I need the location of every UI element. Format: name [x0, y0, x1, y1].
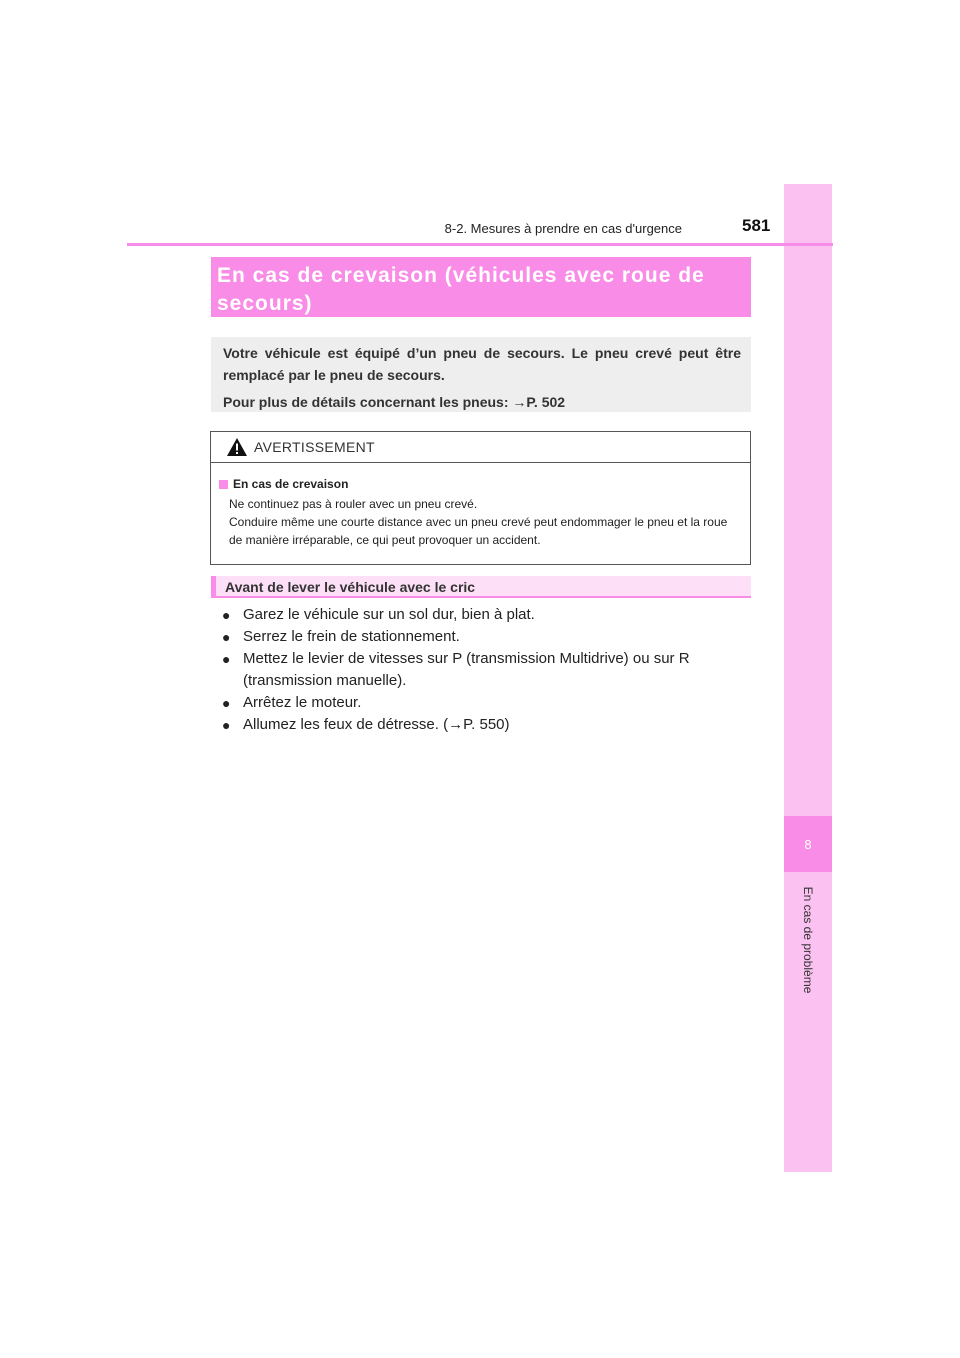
page-number: 581: [742, 216, 771, 235]
bullet-icon: ●: [222, 717, 231, 733]
chapter-side-tab: [784, 184, 832, 1172]
page-title: En cas de crevaison (véhicules avec roue de secours): [217, 264, 705, 315]
chapter-number-tab[interactable]: 8: [784, 816, 832, 872]
list-item: ● Mettez le levier de vitesses sur P (transmission Multidrive) ou sur R (transmission manuelle).: [222, 648, 752, 692]
bullet-icon: ●: [222, 629, 231, 645]
list-item[interactable]: ● Allumez les feux de détresse. (→P. 550): [222, 714, 752, 736]
bullet-icon: ●: [222, 695, 231, 711]
warning-text-2: Conduire même une courte distance avec un pneu crevé peut endommager le pneu et la roue de manière irréparable, ce qui peut provoquer un accident.: [229, 515, 728, 547]
chapter-label: En cas de problème: [801, 886, 815, 994]
warning-triangle-icon: [227, 438, 247, 461]
intro-text: Votre véhicule est équipé d’un pneu de secours. Le pneu crevé peut être remplacé par le pneu de secours.: [223, 345, 741, 383]
square-bullet-icon: [219, 480, 228, 489]
warning-header: [211, 432, 750, 463]
warning-subheading-text: En cas de crevaison: [233, 477, 349, 491]
section-heading: Avant de lever le véhicule avec le cric: [211, 576, 751, 598]
header-section-title: 8-2. Mesures à prendre en cas d'urgence: [444, 221, 682, 236]
list-item: ● Garez le véhicule sur un sol dur, bien à plat.: [222, 604, 752, 626]
warning-subheading: [219, 475, 740, 493]
bullet-icon: ●: [222, 651, 231, 667]
warning-text-1: Ne continuez pas à rouler avec un pneu crevé.: [229, 497, 478, 511]
bullet-icon: ●: [222, 607, 231, 623]
intro-box: [211, 337, 751, 412]
warning-box: [210, 431, 751, 565]
warning-label: AVERTISSEMENT: [254, 439, 375, 455]
list-item: ● Serrez le frein de stationnement.: [222, 626, 752, 648]
intro-reference[interactable]: Pour plus de détails concernant les pneus: →P. 502: [223, 394, 566, 410]
warning-body: [211, 463, 750, 549]
step-list: [222, 604, 752, 736]
list-item: ● Arrêtez le moteur.: [222, 692, 752, 714]
page-title-box: [211, 257, 751, 317]
header-rule: [127, 243, 833, 246]
